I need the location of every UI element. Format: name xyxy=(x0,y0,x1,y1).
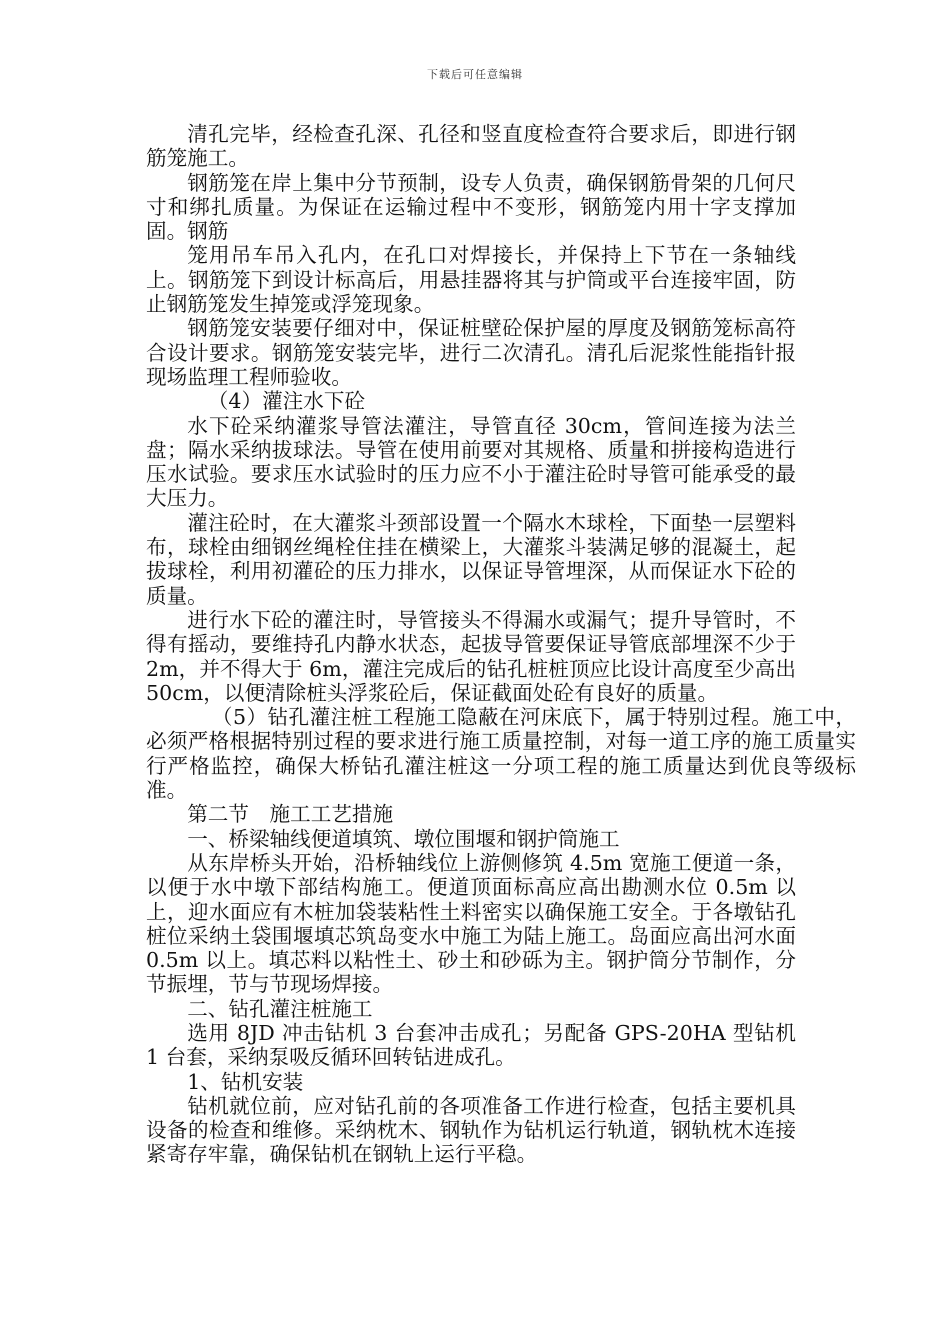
section-heading: 1、钻机安装 xyxy=(187,1069,304,1094)
paragraph: 清孔完毕，经检查孔深、孔径和竖直度检查符合要求后，即进行钢筋笼施工。 xyxy=(146,122,796,171)
document-body xyxy=(146,122,856,1167)
section-heading: 一、桥梁轴线便道填筑、墩位围堰和钢护筒施工 xyxy=(187,826,620,851)
paragraph: 钻机就位前，应对钻孔前的各项准备工作进行检查，包括主要机具设备的检查和维修。采纳枕木、钢轨作为钻机运行轨道，钢轨枕木连接紧寄存牢靠，确保钻机在钢轨上运行平稳。 xyxy=(146,1093,796,1167)
section-heading: 第二节 施工工艺措施 xyxy=(187,802,394,827)
paragraph: 灌注砼时，在大灌浆斗颈部设置一个隔水木球栓，下面垫一层塑料布，球栓由细钢丝绳栓住挂在横梁上，大灌浆斗装满足够的混凝土，起拔球栓，利用初灌砼的压力排水，以保证导管埋深，从而保证水下砼的质量。 xyxy=(146,510,796,608)
paragraph: 钢筋笼在岸上集中分节预制，设专人负责，确保钢筋骨架的几何尺寸和绑扎质量。为保证在运输过程中不变形，钢筋笼内用十字支撑加固。钢筋 xyxy=(146,170,796,244)
section-heading: 二、钻孔灌注桩施工 xyxy=(187,996,373,1021)
paragraph: 进行水下砼的灌注时，导管接头不得漏水或漏气；提升导管时，不得有摇动，要维持孔内静水状态，起拔导管要保证导管底部埋深不少于 2m，并不得大于 6m，灌注完成后的钻孔桩桩顶应比设计高度至少高出 50cm，以便清除桩头浮浆砼后，保证截面处砼有良好的质量。 xyxy=(146,607,796,705)
section-heading: （4）灌注水下砼 xyxy=(207,389,366,414)
paragraph: 选用 8JD 冲击钻机 3 台套冲击成孔；另配备 GPS-20HA 型钻机 1 台套，采纳泵吸反循环回转钻进成孔。 xyxy=(146,1020,796,1070)
paragraph: 从东岸桥头开始，沿桥轴线位上游侧修筑 4.5m 宽施工便道一条，以便于水中墩下部结构施工。便道顶面标高应高出勘测水位 0.5m 以上，迎水面应有木桩加袋装粘性土料密实以确保施工安全。于各墩钻孔桩位采纳土袋围堰填芯筑岛变水中施工为陆上施工。岛面应高出河水面 0.5m 以上。填芯料以粘性土、砂土和砂砾为主。钢护筒分节制作，分节振埋，节与节现场焊接。 xyxy=(146,850,796,997)
paragraph: 水下砼采纳灌浆导管法灌注，导管直径 30cm，管间连接为法兰盘；隔水采纳拔球法。导管在使用前要对其规格、质量和拼接构造进行压水试验。要求压水试验时的压力应不小于灌注砼时导管可能承受的最大压力。 xyxy=(146,413,796,511)
paragraph: 钢筋笼安装要仔细对中，保证桩壁砼保护屋的厚度及钢筋笼标高符合设计要求。钢筋笼安装完毕，进行二次清孔。清孔后泥浆性能指针报现场监理工程师验收。 xyxy=(146,316,796,389)
paragraph: 笼用吊车吊入孔内，在孔口对焊接长，并保持上下节在一条轴线上。钢筋笼下到设计标高后，用悬挂器将其与护筒或平台连接牢固，防止钢筋笼发生掉笼或浮笼现象。 xyxy=(146,243,796,317)
paragraph: （5）钻孔灌注桩工程施工隐蔽在河床底下，属于特别过程。施工中，必须严格根据特别过程的要求进行施工质量控制，对每一道工序的施工质量实行严格监控，确保大桥钻孔灌注桩这一分项工程的施工质量达到优良等级标准。 xyxy=(146,705,856,803)
page-header: 下载后可任意编辑 xyxy=(427,68,523,81)
